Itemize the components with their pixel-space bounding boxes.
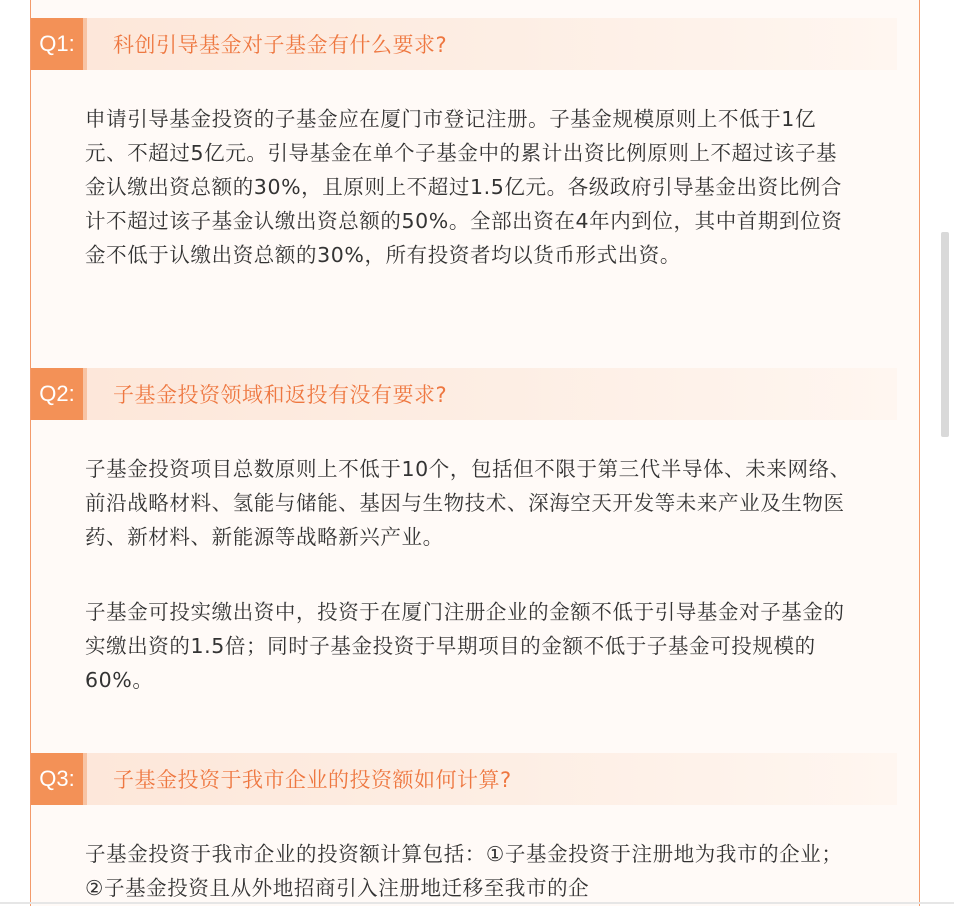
question-tag: Q1: bbox=[31, 18, 87, 70]
question-header-q1 bbox=[31, 18, 897, 70]
article-frame bbox=[30, 0, 920, 906]
scrollbar-thumb[interactable] bbox=[941, 232, 949, 437]
answer-paragraph: 子基金投资项目总数原则上不低于10个，包括但不限于第三代半导体、未来网络、前沿战略材料、氢能与储能、基因与生物技术、深海空天开发等未来产业及生物医药、新材料、新能源等战略新兴产业。 bbox=[85, 457, 851, 549]
question-header-q3 bbox=[31, 753, 897, 805]
answer-paragraph: 子基金投资于我市企业的投资额计算包括：①子基金投资于注册地为我市的企业；②子基金投资且从外地招商引入注册地迁移至我市的企 bbox=[85, 842, 843, 900]
question-header-q2 bbox=[31, 368, 897, 420]
question-title: 子基金投资于我市企业的投资额如何计算? bbox=[113, 768, 512, 792]
question-tag: Q2: bbox=[31, 368, 87, 420]
scrollbar-track[interactable] bbox=[938, 0, 954, 906]
question-tag: Q3: bbox=[31, 753, 87, 805]
answer-paragraph: 申请引导基金投资的子基金应在厦门市登记注册。子基金规模原则上不低于1亿元、不超过5亿元。引导基金在单个子基金中的累计出资比例原则上不超过该子基金认缴出资总额的30%，且原则上不超过1.5亿元。各级政府引导基金出资比例合计不超过该子基金认缴出资总额的50%。全部出资在4年内到位，其中首期到位资金不低于认缴出资总额的30%，所有投资者均以货币形式出资。 bbox=[85, 107, 843, 267]
bottom-divider bbox=[0, 902, 954, 904]
question-title: 科创引导基金对子基金有什么要求? bbox=[113, 33, 448, 57]
question-title: 子基金投资领域和返投有没有要求? bbox=[113, 383, 448, 407]
answer-paragraph: 子基金可投实缴出资中，投资于在厦门注册企业的金额不低于引导基金对子基金的实缴出资的1.5倍；同时子基金投资于早期项目的金额不低于子基金可投规模的60%。 bbox=[85, 600, 845, 692]
